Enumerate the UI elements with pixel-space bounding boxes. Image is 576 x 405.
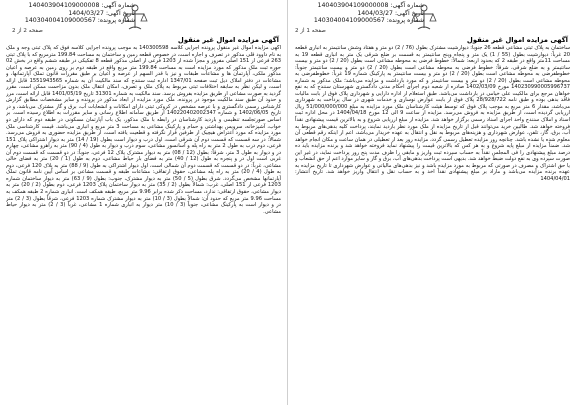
- judiciary-emblem-icon: [411, 2, 437, 32]
- right-page-title: آگهی مزایده اموال غیر منقول: [466, 36, 568, 44]
- left-file-number: شماره پرونده: 140304004109000567: [24, 17, 135, 25]
- left-announcement-date: تاریخ آگهی: 1404/03/27: [68, 9, 135, 17]
- left-body-text: آگهی مزایده اموال غیر منقول پرونده اجرایی کلاسه 140300598 به موجب پرونده اجرایی کلاسه فوق که پلاک ثبتی وجه و ملک به نام داوود قلی مذکور در تصرف و اجاره است، در خصوص قطعه زمین و ساختمان به مساحت 199.84 مترمربع که با پلاک ثبتی 263 فرعی از 151 اصلی مفروز و مجزا شده از 1203 فرعی از اصلی مذکور قطعه 8 تفکیکی در طبقه ششم واقع در بخش 02 حوزه ثبت ملک مذکور که مورد مزایده است به مساحت 199.84 متر مربع واقع در طبقه دوم بر روی زمین به عرصه و اعیان مذکور ملکی، آپارتمان ها و مشاعات طبقات و نیز با قدر السهم از عرصه و اعیان بر طبق مقررات قانون تملک آپارتمانها، و مشاعات در دفتر املاک ذیل ثبت صفحه 1347/01 اداره ثبت سنندج که سند مالکیت آن به شماره 1551943565 قابل ارائه است، و لیکن نظر به سابقه اختلافات ثبتی مربوط به پلاک ملک و تصرف، امکان انتقال ملک بدون مزاحمت ممکن است، مقرر گردید به صورت مشاعی از طریق مزایده بفروش برسد. سند مالکیت به شماره 31301 تاریخ 1401/05/19 قابل ارائه است، مرز و حدود آن طبق سند مالکیت موجود در پرونده، ملک مورد مزایده از ابعاد مذکور در پرونده و سایر مشخصات مطابق گزارش کارشناس رسمی دادگستری و با عرصه مشخص در کروکی ثبتی دارای امکانات و انشعابات آب، برق و گاز مشترک می‌باشد، و در تاریخ 1402/06/05 و شماره 140220402002347 از طریق سامانه اطلاع رسانی و سایر مقررات به اطلاع رسیده است. بر اساس صورتجلسه تنظیمی و بازدید کارشناسان در رابطه با ملک مذکور، یک باب آپارتمان مسکونی در طبقه دوم که دارای دو خواب، آشپزخانه، سرویس بهداشتی و حمام و پارکینگ مشاعی به مساحت 3 متر مربع و انباری می‌باشد. قیمت کارشناسی ملک مورد مزایده که مورد اعتراض هیچیک از طرفین قرار نگرفته و قطعیت یافته است، از طریق مزایده حضوری به فروش می‌رسد. شمالاً: در سه قسمت که قسمت دوم آن شرقی است، اول درب و دیوار است بطول (19 / 14) متر به دیوار اشتراکی پلاک 151 فرعی، دوم درب به طول 2 متر به راه پله و آسانسور مشاعی، سوم درب و دیوار به طول (4 / 90) متر به راهرو مشاعی، چهارم در و دیوار به طول 3 متر، شرقاً: بطول (12 / 08) متر به دیوار مشترک پلاک 12 فرعی، جنوباً: در دو قسمت که قسمت دوم آن غربی است اول در و پنجره به طول (12 / 40) متر به فضای باز حیاط مشاعی، دوم به طول (1 / 20) متر به فضای خالی مشاعی، غرباً: در دو قسمت که قسمت دوم آن شمالی است، اول دیوار اشتراکی به طول (9 / 88) متر به پلاک 120 فرعی، دوم به طول (4 / 20) متر به راه پله مشاعی، حقوق ارتفاقی: مشاعات طبقه و قسمت مشاعی بر اساس آیین نامه قانون تملک آپارتمانها مشخص می‌گردد. شرق بطول (5 / 50) متر به دیوار مشترک، جنوب: بطول (9 / 63) متر به دیوار ساختمان شماره 1203 فرعی از 151 اصلی، غرب: شمالاً بطول (2 / 35) متر به دیوار ساختمان پلاک 1203 فرعی، دوم بطول (2 / 20) متر به دیوار مشاعی، حقوق ارتفاقی: ندارد، مساحت ذکر شده برابر 9.96 متر مربع، طبقه همکف است. انباری شماره 2 طبقه همکف به مساحت 9.96 متر مربع که حدود آن: شمالاً بطول (3 / 10) متر به دیوار مشترک شماره 1203 فرعی، شرقاً بطول (3 / 2) متر در و دیوار است به پارکینگ مشاعی، جنوباً (3 / 10) متر دیوار به انباری شماره 1 مشاعی، غرباً (3 / 2) متر به دیوار حیاط مشاعی.: [6, 45, 281, 215]
- page-divider: [287, 0, 288, 405]
- left-page-panel: [2, 0, 285, 405]
- left-meta-block: [25, 2, 135, 25]
- left-page-number: صفحه 2 از 2: [12, 28, 43, 34]
- right-page-number: صفحه 1 از 2: [295, 28, 326, 34]
- left-announcement-number: شماره آگهی: 140403904109000008: [28, 2, 135, 9]
- right-meta-block: [314, 2, 424, 25]
- judiciary-emblem-icon: [122, 2, 148, 32]
- right-file-number: شماره پرونده: 140304004109000567: [313, 17, 424, 25]
- right-announcement-date: تاریخ آگهی: 1404/03/27: [357, 9, 424, 17]
- right-page-panel: [291, 0, 574, 405]
- right-announcement-number: شماره آگهی: 140403904109000008: [317, 2, 424, 9]
- right-body-text: ساختمان به پلاک ثبتی مشاعی قطعه 26 جنوباً: دیوارشیت مشترک بطول (76 / 2) دو متر و هفتاد وشش سانتیمتر به انباری قطعه 20 غرباً: دیوارشیت بطول (55 / 1) یک متر و پنجاه وپنج سانتیمتر به قسمت بر ضلع شرقی یک متر به انباری قطعه 19 به مساحت 11متر واقع در طبقه 2 که بحدود اربعه: شمالاً: خطوط فرضی به محوطه مشاعی است بطول (20 / 2) دو متر و بیست سانتیمتر و به ضلع شرقی، شرقاً: خطوط فرضی به محوطه مشاعی است بطول (20 / 2) دو متر و بیست سانتیمتر جنوباً: خطوطفرضی به محوطه مشاعی است بطول (20 / 2) دو متر و بیست سانتیمتر به پارکینگ شماره 19 غرباً: خطوطفرضی به محوطه مشاعی است بطول (20 / 2) دو متر و بیست سانتیمتر و که مورد بازداشت و مزایده می‌باشد؛ ملک مذکور به شماره 140230990005996737 مورخ 1402/03/09 صادره از شعبه دوم اجرای احکام مدنی دادگستری شهرستان سنندج که به نفع خواهان مرجع برای مالکیت علی خیامی در بازداشت می‌باشد. طبق استعلام از اداره دارایی و شهرداری پلاک فوق از بابت مالیات فاقد بدهی بوده و طبق نامه 28/928/722 پلاک فوق از بابت عوارض نوسازی و خدمات شهری در سال پرداخت به شهرداری می‌باشد، مقدار 6 متر مربع به موجب پلاک فوق که توسط هیئت کارشناسان ملک مورد مزایده به مبلغ 51/000/000/000 ریال ارزیابی گردیده است، از طریق مزایده به فروش می‌رسد. مزایده از ساعت 9 الی 12 مورخ 1404/04/18 در محل اداره ثبت اسناد و املاک سنندج واحد اجرای اسناد رسمی برگزار خواهد شد. مزایده از مبلغ ارزیابی شروع و به بالاترین قیمت پیشنهادی نقداً فروخته خواهد شد. طالبین خرید می‌توانند قبل از تاریخ مزایده از ملک مورد نظر بازدید نمایند، پرداخت کلیه بدهی‌های مربوط به آب، برق، گاز، تلفن، عوارض شهرداری و هزینه‌های مربوط به نقل و انتقال به عهده خریدار می‌باشد، اعم از اینکه رقم قطعی آن معلوم شده یا نشده باشد. چنانچه روز مزایده تعطیل رسمی گردد، مزایده روز بعد از تعطیلی در همان ساعت و مکان انجام خواهد شد. ضمناً مزایده از مبلغ پایه شروع و به هر کس که بالاترین قیمت را پیشنهاد نماید فروخته خواهد شد و برنده مزایده باید ده درصد مبلغ پیشنهادی را فی المجلس نقداً به حساب سپرده ثبت واریز و مابقی را ظرف مدت پنج روز پرداخت نماید، در غیر این صورت سپرده وی به نفع دولت ضبط خواهد شد. بدیهی است پرداخت بدهی‌های آب، برق و گاز و سایر موارد اعم از حق انشعاب و یا حق اشتراک و مصرف در صورتی که مربوط به مورد مزایده باشد و نیز بدهی‌های مالیاتی و عوارض شهرداری تا تاریخ مزایده به عهده برنده مزایده می‌باشد و مازاد بر مبلغ پیشنهادی نقداً اخذ و به حساب نقل و انتقال واریز خواهد شد. تاریخ انتشار: 1404/04/01: [295, 45, 570, 182]
- left-page-title: آگهی مزایده اموال غیر منقول: [177, 36, 279, 44]
